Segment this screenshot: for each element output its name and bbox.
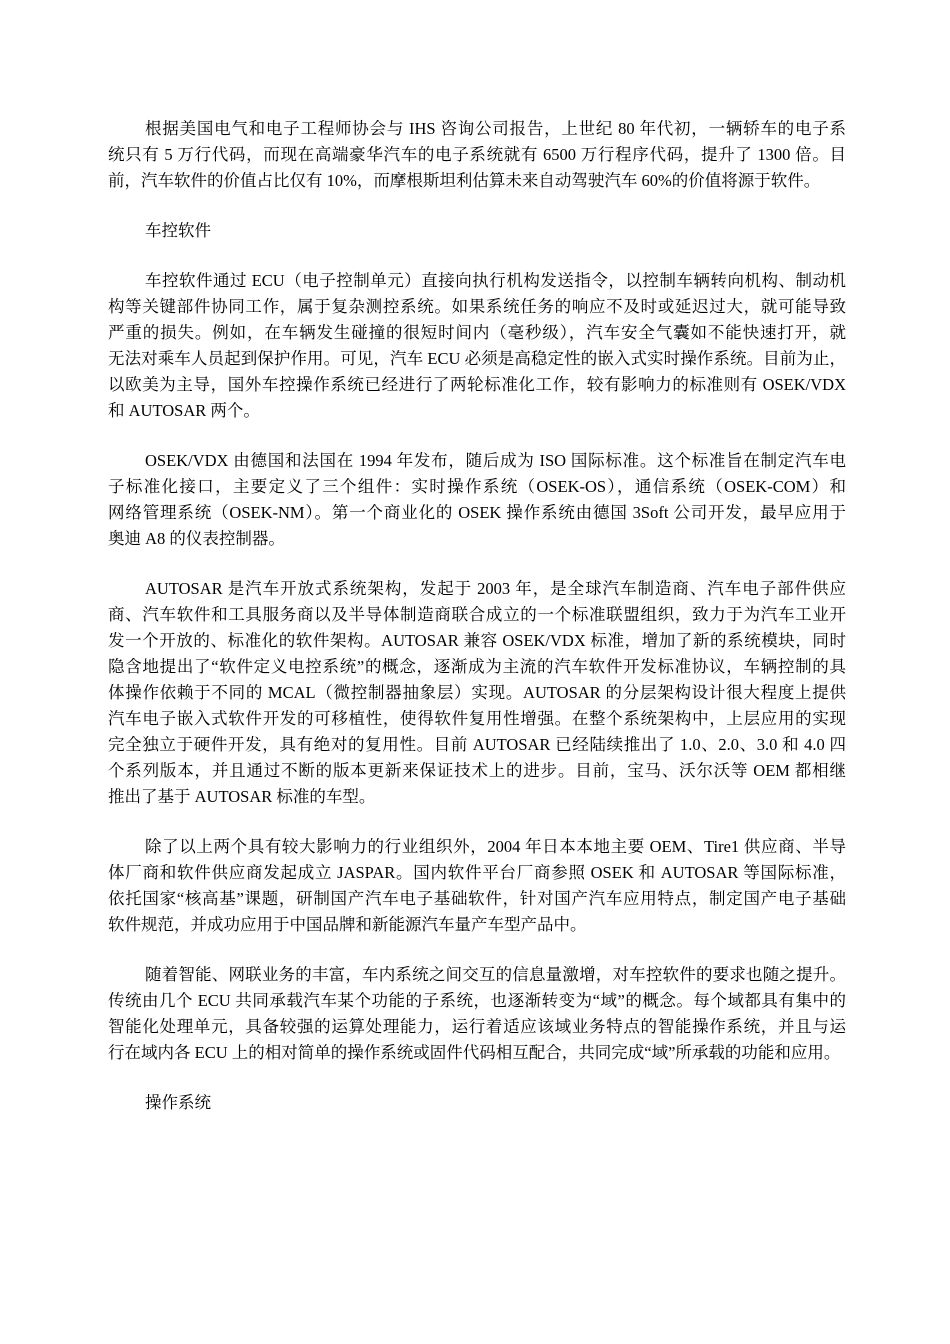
text-line: 智能化处理单元，具备较强的运算处理能力，运行着适应该域业务特点的智能操作系统，并且与运	[108, 1017, 846, 1036]
text-line: 统只有 5 万行代码，而现在高端豪华汽车的电子系统就有 6500 万行程序代码，提升了 1300 倍。目	[108, 145, 846, 164]
text-line: 体操作依赖于不同的 MCAL（微控制器抽象层）实现。AUTOSAR 的分层架构设计很大程度上提供	[108, 683, 846, 702]
section-heading-vehicle-control-software: 车控软件	[145, 221, 211, 240]
text-line: 前，汽车软件的价值占比仅有 10%，而摩根斯坦利估算未来自动驾驶汽车 60%的价值将源于软件。	[108, 171, 821, 190]
text-line: AUTOSAR 是汽车开放式系统架构，发起于 2003 年，是全球汽车制造商、汽车电子部件供应	[145, 579, 846, 598]
text-line: 车控软件通过 ECU（电子控制单元）直接向执行机构发送指令，以控制车辆转向机构、制动机	[145, 271, 846, 290]
paragraph-domain-concept	[108, 962, 846, 1066]
text-line: 奥迪 A8 的仪表控制器。	[108, 529, 285, 548]
text-line: 推出了基于 AUTOSAR 标准的车型。	[108, 787, 376, 806]
text-line: 软件规范，并成功应用于中国品牌和新能源汽车量产车型产品中。	[108, 915, 587, 934]
text-line: 体厂商和软件供应商发起成立 JASPAR。国内软件平台厂商参照 OSEK 和 AUTOSAR 等国际标准，	[108, 863, 846, 882]
paragraph-jaspar	[108, 834, 846, 938]
text-line: 传统由几个 ECU 共同承载汽车某个功能的子系统，也逐渐转变为“域”的概念。每个域都具有集中的	[108, 991, 846, 1010]
text-line: 完全独立于硬件开发，具有绝对的复用性。目前 AUTOSAR 已经陆续推出了 1.0、2.0、3.0 和 4.0 四	[108, 735, 846, 754]
section-heading-operating-system: 操作系统	[145, 1093, 211, 1112]
text-line: 随着智能、网联业务的丰富，车内系统之间交互的信息量激增，对车控软件的要求也随之提升。	[145, 965, 846, 984]
text-line: 个系列版本，并且通过不断的版本更新来保证技术上的进步。目前，宝马、沃尔沃等 OEM 都相继	[108, 761, 846, 780]
text-line: 严重的损失。例如，在车辆发生碰撞的很短时间内（毫秒级），汽车安全气囊如不能快速打开，就	[108, 323, 846, 342]
text-line: 隐含地提出了“软件定义电控系统”的概念，逐渐成为主流的汽车软件开发标准协议，车辆控制的具	[108, 657, 846, 676]
text-line: 行在域内各 ECU 上的相对简单的操作系统或固件代码相互配合，共同完成“域”所承载的功能和应用。	[108, 1043, 841, 1062]
text-line: 构等关键部件协同工作，属于复杂测控系统。如果系统任务的响应不及时或延迟过大，就可能导致	[108, 297, 846, 316]
text-line: 网络管理系统（OSEK-NM）。第一个商业化的 OSEK 操作系统由德国 3Soft 公司开发，最早应用于	[108, 503, 846, 522]
text-line: 无法对乘车人员起到保护作用。可见，汽车 ECU 必须是高稳定性的嵌入式实时操作系统。目前为止，	[108, 349, 846, 368]
paragraph-autosar	[108, 576, 846, 810]
paragraph-code-growth	[108, 116, 846, 194]
document-page	[108, 116, 846, 1140]
text-line: 根据美国电气和电子工程师协会与 IHS 咨询公司报告，上世纪 80 年代初，一辆轿车的电子系	[145, 119, 846, 138]
text-line: 商、汽车软件和工具服务商以及半导体制造商联合成立的一个标准联盟组织，致力于为汽车工业开	[108, 605, 846, 624]
text-line: 依托国家“核高基”课题，研制国产汽车电子基础软件，针对国产汽车应用特点，制定国产电子基础	[108, 889, 846, 908]
paragraph-ecu	[108, 268, 846, 424]
text-line: 和 AUTOSAR 两个。	[108, 401, 260, 420]
paragraph-osek-vdx	[108, 448, 846, 552]
text-line: 子标准化接口，主要定义了三个组件：实时操作系统（OSEK-OS），通信系统（OSEK-COM）和	[108, 477, 846, 496]
text-line: OSEK/VDX 由德国和法国在 1994 年发布，随后成为 ISO 国际标准。这个标准旨在制定汽车电	[145, 451, 846, 470]
text-line: 以欧美为主导，国外车控操作系统已经进行了两轮标准化工作，较有影响力的标准则有 OSEK/VDX	[108, 375, 846, 394]
text-line: 发一个开放的、标准化的软件架构。AUTOSAR 兼容 OSEK/VDX 标准，增加了新的系统模块，同时	[108, 631, 846, 650]
text-line: 除了以上两个具有较大影响力的行业组织外，2004 年日本本地主要 OEM、Tire1 供应商、半导	[145, 837, 846, 856]
text-line: 汽车电子嵌入式软件开发的可移植性，使得软件复用性增强。在整个系统架构中，上层应用的实现	[108, 709, 846, 728]
